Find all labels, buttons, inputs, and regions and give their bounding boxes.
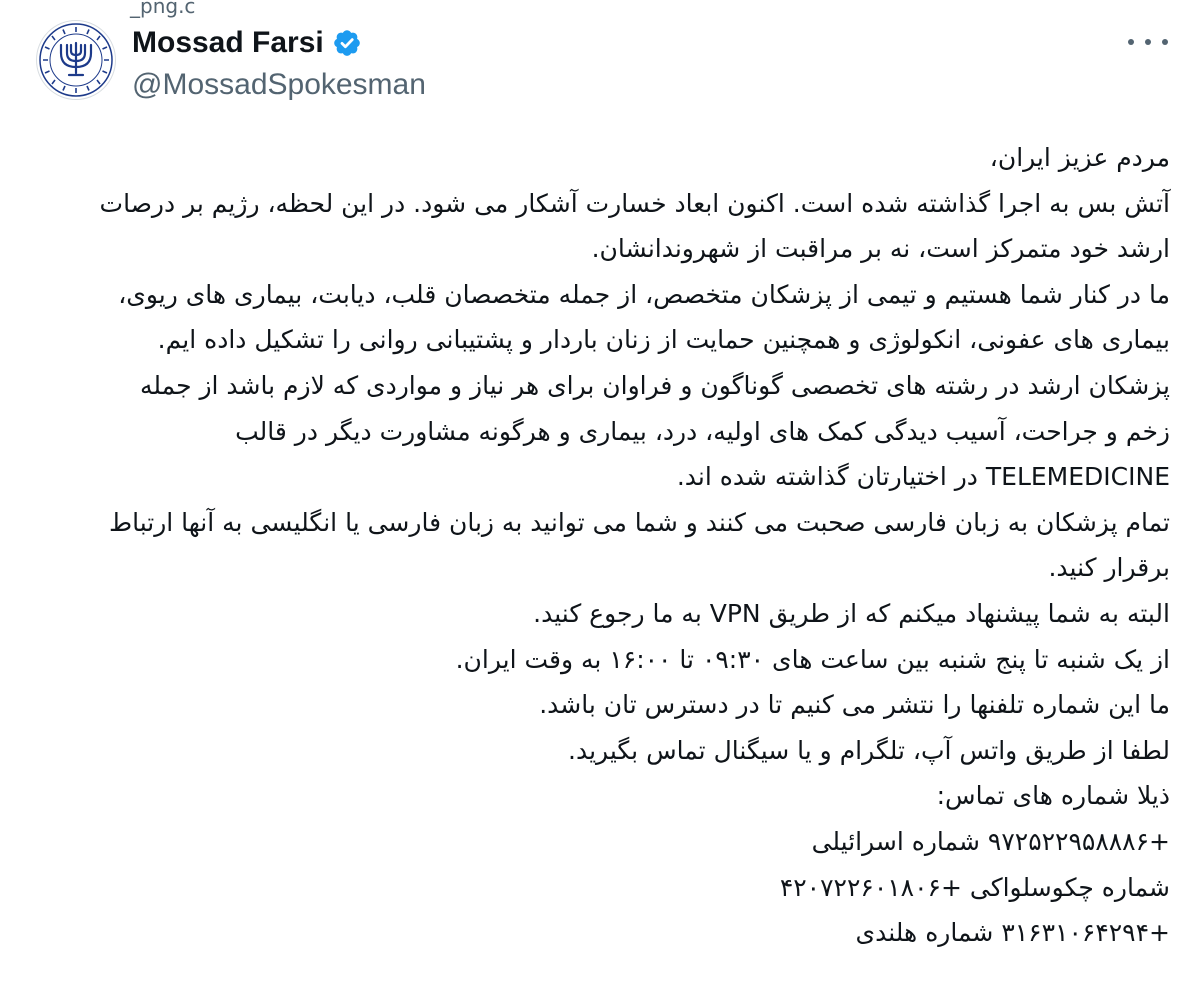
tweet-line: ما این شماره تلفنها را نتشر می کنیم تا در دسترس تان باشد. [539, 690, 1170, 720]
user-handle[interactable]: @MossadSpokesman [132, 68, 426, 101]
tweet-line: ارشد خود متمرکز است، نه بر مراقبت از شهروندانشان. [591, 234, 1170, 264]
phone-number-line: +۳۱۶۳۱۰۶۴۲۹۴ شماره هلندی [855, 918, 1170, 948]
tweet-line: تمام پزشکان به زبان فارسی صحبت می کنند و شما می توانید به زبان فارسی یا انگلیسی به آنها ارتباط [108, 507, 1170, 537]
tweet-line: TELEMEDICINE در اختیارتان گذاشته شده اند. [676, 462, 1170, 492]
display-name[interactable]: Mossad Farsi [132, 26, 324, 59]
avatar[interactable] [36, 20, 116, 100]
tweet-line: از یک شنبه تا پنج شنبه بین ساعت های ۰۹:۳۰ تا ۱۶:۰۰ به وقت ایران. [455, 644, 1170, 674]
cropped-attachment-caption: _png.c [130, 0, 196, 18]
menorah-emblem-icon [37, 21, 115, 99]
tweet-line: البته به شما پیشنهاد میکنم که از طریق VPN به ما رجوع کنید. [533, 598, 1170, 628]
tweet-line: بیماری های عفونی، انکولوژی و همچنین حمایت از زنان باردار و پشتیبانی روانی را تشکیل داده ایم. [157, 325, 1170, 355]
tweet-header [36, 20, 1176, 110]
tweet-line: برقرار کنید. [1048, 553, 1170, 583]
author-block [132, 24, 426, 102]
name-row [132, 24, 426, 62]
verified-badge-icon[interactable] [332, 28, 362, 58]
tweet-line: آتش بس به اجرا گذاشته شده است. اکنون ابعاد خسارت آشکار می شود. در این لحظه، رژیم بر درصات [99, 188, 1170, 218]
tweet-line: پزشکان ارشد در رشته های تخصصی گوناگون و فراوان برای هر نیاز و مواردی که لازم باشد از جمله [139, 370, 1170, 400]
tweet-line: مردم عزیز ایران، [989, 143, 1170, 172]
phone-number-line: شماره چکوسلواکی +۴۲۰۷۲۲۶۰۱۸۰۶ [779, 872, 1170, 902]
tweet-text [40, 135, 1170, 956]
tweet-line: زخم و جراحت، آسیب دیدگی کمک های اولیه، درد، بیماری و هرگونه مشاورت دیگر در قالب [235, 416, 1170, 446]
tweet-line: لطفا از طریق واتس آپ، تلگرام و یا سیگنال تماس بگیرید. [568, 735, 1170, 765]
more-options-icon[interactable] [1128, 30, 1168, 54]
phone-number-line: +۹۷۲۵۲۲۹۵۸۸۸۶ شماره اسرائیلی [811, 826, 1170, 856]
tweet-line: ذیلا شماره های تماس: [936, 781, 1170, 811]
tweet-line: ما در کنار شما هستیم و تیمی از پزشکان متخصص، از جمله متخصصان قلب، دیابت، بیماری های ریوی، [118, 279, 1170, 309]
